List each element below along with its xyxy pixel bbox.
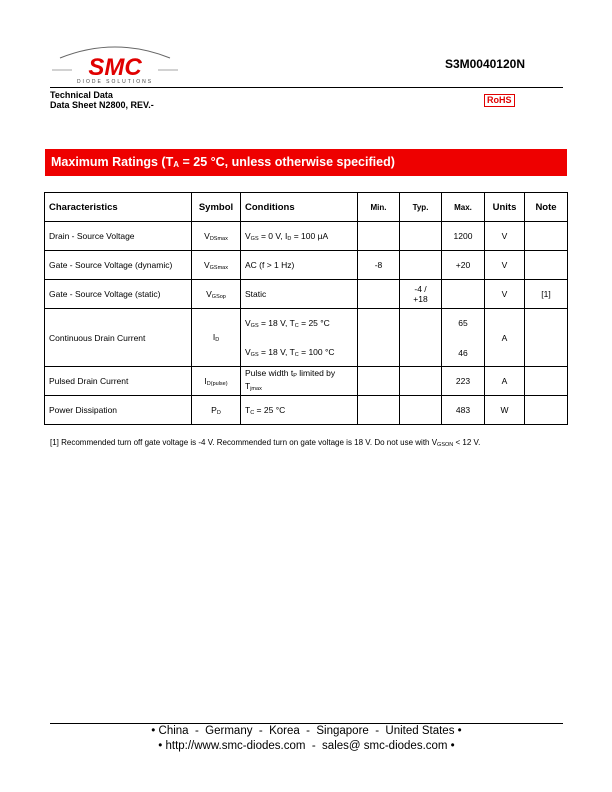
cell-conditions [241, 396, 358, 425]
cell-units: W [485, 396, 525, 425]
cond-sub: P [293, 373, 297, 379]
cell-typ [400, 251, 442, 280]
cell-units: V [485, 251, 525, 280]
cell-characteristic: Drain - Source Voltage [45, 222, 192, 251]
symbol-sub: DSmax [209, 235, 228, 242]
cond-sub: C [250, 409, 255, 416]
maximum-ratings-table [44, 192, 568, 425]
symbol-base: P [211, 404, 217, 415]
cond-sub: GS [250, 322, 259, 329]
header-conditions: Conditions [241, 193, 358, 222]
header-divider [50, 87, 563, 88]
cell-typ [400, 222, 442, 251]
cell-max: +20 [442, 251, 485, 280]
cell-max: 483 [442, 396, 485, 425]
table-row [45, 222, 568, 251]
cell-symbol [192, 251, 241, 280]
footer [50, 724, 563, 754]
cond-sub: C [294, 351, 299, 358]
condition-line [245, 381, 353, 394]
cell-characteristic: Gate - Source Voltage (static) [45, 280, 192, 309]
typ-line-2: +18 [413, 294, 428, 304]
cell-units: A [485, 309, 525, 367]
cond-part: limited by [296, 368, 336, 378]
cell-typ [400, 396, 442, 425]
cell-characteristic: Gate - Source Voltage (dynamic) [45, 251, 192, 280]
symbol-base: V [204, 230, 210, 241]
cell-units: A [485, 367, 525, 396]
cond-sub: GS [250, 351, 259, 358]
cell-min [358, 222, 400, 251]
rohs-badge: RoHS [484, 94, 515, 107]
datasheet-revision: Data Sheet N2800, REV.- [50, 100, 154, 110]
symbol-sub: GSop [211, 293, 226, 300]
cond-part: = 25 °C [254, 404, 286, 415]
symbol-sub: D(pulse) [206, 380, 228, 387]
cell-characteristic: Continuous Drain Current [45, 309, 192, 367]
cell-conditions: Static [241, 280, 358, 309]
svg-text:SMC: SMC [88, 54, 142, 81]
section-title-maximum-ratings [45, 149, 567, 176]
cell-conditions [241, 309, 358, 367]
smc-logo [52, 40, 178, 86]
symbol-sub: D [215, 337, 220, 343]
footnote-text: [1] Recommended turn off gate voltage is -4 V. Recommended turn on gate voltage is 18 V. Do not use with V [50, 438, 438, 447]
header-units: Units [485, 193, 525, 222]
cond-part: V [245, 317, 251, 328]
svg-text:DIODE SOLUTIONS: DIODE SOLUTIONS [76, 79, 154, 85]
section-title-sub: A [173, 160, 180, 169]
max-value-100c: 46 [458, 347, 468, 358]
table-row [45, 251, 568, 280]
cell-max [442, 309, 485, 367]
cond-sub: D [287, 235, 292, 242]
cell-symbol [192, 396, 241, 425]
cell-note [525, 396, 568, 425]
cell-typ [400, 367, 442, 396]
condition-line [245, 318, 353, 329]
cond-part: T [245, 381, 251, 391]
cell-conditions [241, 222, 358, 251]
cond-part: = 18 V, T [258, 346, 295, 357]
smc-logo-icon [52, 40, 178, 86]
document-info [50, 90, 154, 110]
header-max: Max. [442, 193, 485, 222]
cell-characteristic: Pulsed Drain Current [45, 367, 192, 396]
cell-typ [400, 309, 442, 367]
cell-max: 223 [442, 367, 485, 396]
cell-conditions [241, 367, 358, 396]
table-row [45, 309, 568, 367]
cond-part: V [245, 346, 251, 357]
symbol-base: V [206, 288, 212, 299]
footer-locations: • China - Germany - Korea - Singapore - United States • [151, 725, 462, 737]
symbol-sub: GSmax [209, 264, 228, 271]
cond-part: = 0 V, I [258, 230, 288, 241]
table-header-row [45, 193, 568, 222]
cell-max [442, 280, 485, 309]
header-min: Min. [358, 193, 400, 222]
symbol-sub: D [216, 409, 221, 416]
cell-note [525, 367, 568, 396]
cell-note [525, 251, 568, 280]
cond-part: = 100 °C [298, 346, 335, 357]
condition-line [245, 368, 353, 381]
cond-sub: C [294, 322, 299, 329]
cond-part: T [245, 404, 251, 415]
cond-part: = 100 µA [291, 230, 329, 241]
cell-max: 1200 [442, 222, 485, 251]
section-title-suffix: = 25 °C, unless otherwise specified) [179, 155, 395, 169]
condition-line [245, 347, 353, 358]
cond-part: Pulse width t [245, 368, 294, 378]
cell-min [358, 367, 400, 396]
cell-note: [1] [525, 280, 568, 309]
cell-min [358, 309, 400, 367]
table-row [45, 280, 568, 309]
cell-units: V [485, 222, 525, 251]
cond-part: = 25 °C [298, 317, 330, 328]
header-symbol: Symbol [192, 193, 241, 222]
footnote [50, 438, 480, 448]
cond-sub: GS [250, 235, 259, 242]
cell-min [358, 280, 400, 309]
cond-part: V [245, 230, 251, 241]
table-row [45, 396, 568, 425]
header-characteristics: Characteristics [45, 193, 192, 222]
cell-min [358, 396, 400, 425]
cell-units: V [485, 280, 525, 309]
header-typ: Typ. [400, 193, 442, 222]
section-title-prefix: Maximum Ratings (T [51, 155, 174, 169]
cell-note [525, 222, 568, 251]
doc-type: Technical Data [50, 90, 113, 100]
symbol-base: I [212, 332, 216, 342]
cond-part: = 18 V, T [258, 317, 295, 328]
footnote-sub: GSON [437, 442, 454, 448]
symbol-base: I [204, 375, 207, 386]
footer-contact[interactable]: • http://www.smc-diodes.com - sales@ smc-diodes.com • [158, 740, 455, 752]
cell-symbol [192, 367, 241, 396]
cell-conditions: AC (f > 1 Hz) [241, 251, 358, 280]
cond-sub: jmax [250, 386, 262, 392]
cell-characteristic: Power Dissipation [45, 396, 192, 425]
cell-typ [400, 280, 442, 309]
cell-symbol [192, 222, 241, 251]
footnote-tail: < 12 V. [453, 438, 481, 447]
typ-line-1: -4 / [414, 284, 427, 294]
symbol-base: V [203, 259, 210, 270]
cell-min: -8 [358, 251, 400, 280]
max-value-25c: 65 [458, 317, 468, 328]
cell-symbol [192, 309, 241, 367]
cell-note [525, 309, 568, 367]
cell-symbol [192, 280, 241, 309]
table-row [45, 367, 568, 396]
header-note: Note [525, 193, 568, 222]
part-number: S3M0040120N [444, 57, 525, 71]
